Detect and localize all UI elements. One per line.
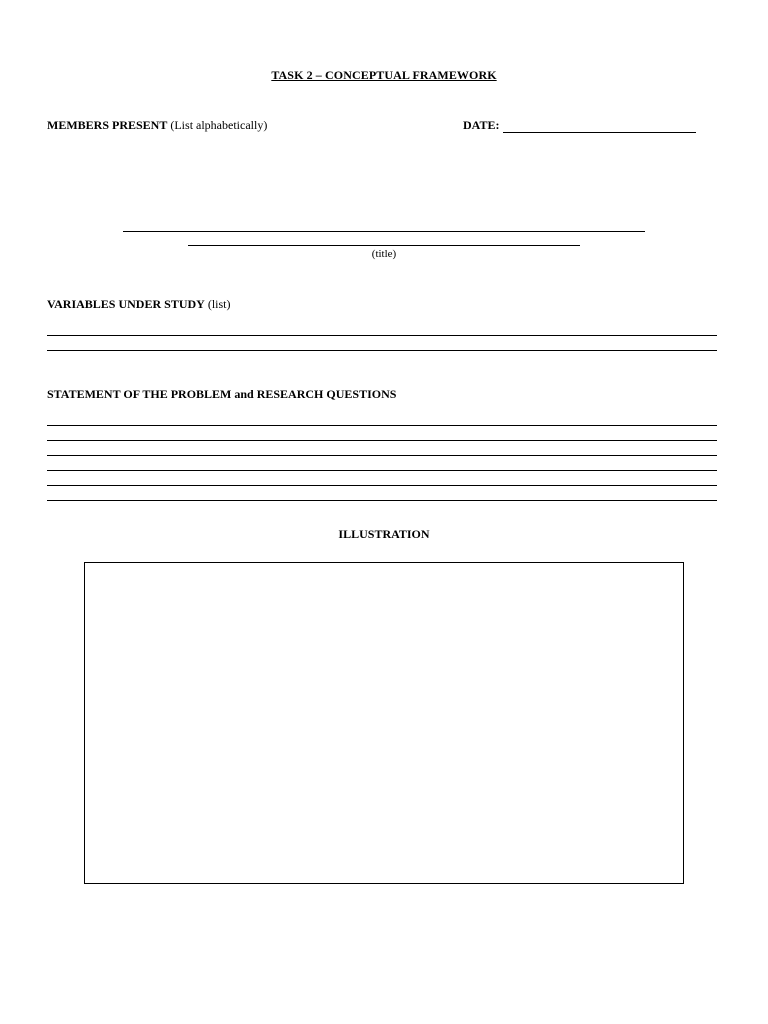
variables-heading: VARIABLES UNDER STUDY — [47, 297, 205, 311]
variables-hint: (list) — [207, 297, 231, 311]
problem-blank-line-3[interactable] — [47, 455, 717, 456]
members-present-heading: MEMBERS PRESENT — [47, 118, 168, 132]
illustration-box[interactable] — [84, 562, 684, 884]
date-field — [463, 118, 696, 133]
problem-blank-line-2[interactable] — [47, 440, 717, 441]
variables-label — [47, 297, 231, 312]
problem-heading: STATEMENT OF THE PROBLEM and RESEARCH QUESTIONS — [47, 387, 397, 401]
illustration-label: ILLUSTRATION — [338, 527, 430, 541]
title-caption: (title) — [371, 248, 397, 260]
problem-label — [47, 387, 396, 402]
title-blank-line-2[interactable] — [188, 245, 580, 246]
members-present-hint: (List alphabetically) — [170, 118, 268, 132]
members-present-label — [47, 118, 267, 133]
date-label: DATE: — [463, 118, 500, 132]
title-blank-line-1[interactable] — [123, 231, 645, 232]
date-blank-line[interactable] — [503, 120, 696, 133]
problem-blank-line-4[interactable] — [47, 470, 717, 471]
problem-blank-line-1[interactable] — [47, 425, 717, 426]
problem-blank-line-6[interactable] — [47, 500, 717, 501]
problem-blank-line-5[interactable] — [47, 485, 717, 486]
variables-blank-line-1[interactable] — [47, 335, 717, 336]
variables-blank-line-2[interactable] — [47, 350, 717, 351]
page-title: TASK 2 – CONCEPTUAL FRAMEWORK — [271, 68, 497, 82]
